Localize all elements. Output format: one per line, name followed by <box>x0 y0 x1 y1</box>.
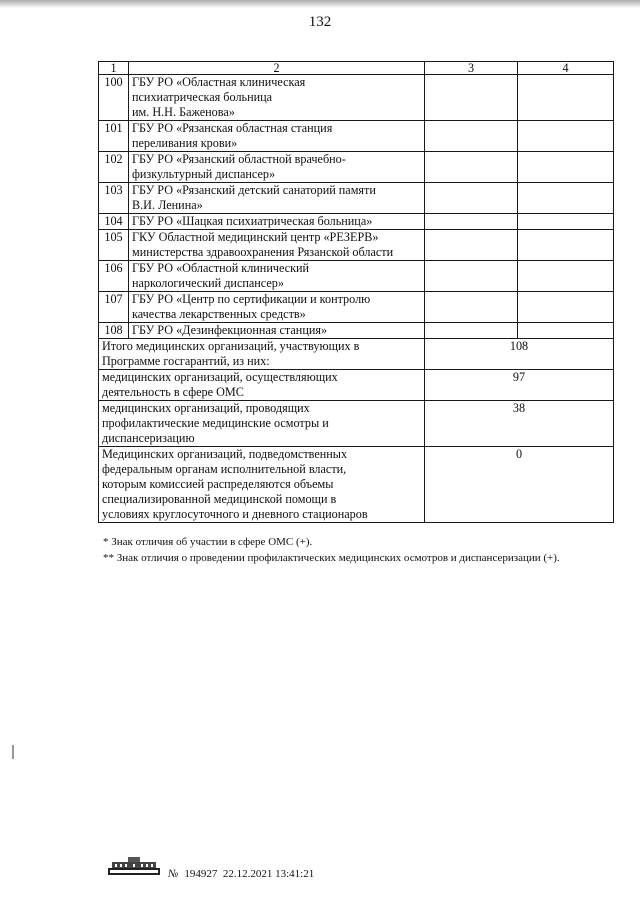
cell-line: профилактические медицинские осмотры и <box>102 416 329 430</box>
screening-mark-cell <box>518 292 614 323</box>
cell-line: ГБУ РО «Областной клинический <box>132 261 310 275</box>
oms-mark-cell <box>425 214 518 230</box>
table-row <box>99 121 614 152</box>
summary-label <box>99 401 425 447</box>
header-cell-3: 3 <box>425 62 518 75</box>
scan-edge <box>0 0 640 8</box>
summary-row <box>99 339 614 370</box>
summary-row <box>99 370 614 401</box>
organization-name <box>129 75 425 121</box>
table-header-row <box>99 62 614 75</box>
cell-line: медицинских организаций, проводящих <box>102 401 310 415</box>
organization-name <box>129 214 425 230</box>
cell-line: ГБУ РО «Рязанский детский санаторий памяти <box>132 183 376 197</box>
oms-mark-cell <box>425 152 518 183</box>
cell-line: физкультурный диспансер» <box>132 167 276 181</box>
cell-line: диспансеризацию <box>102 431 195 445</box>
footnotes <box>103 534 623 566</box>
row-number: 104 <box>99 214 129 230</box>
summary-value: 108 <box>425 339 614 370</box>
summary-value: 38 <box>425 401 614 447</box>
row-number: 106 <box>99 261 129 292</box>
summary-row <box>99 447 614 523</box>
scan-mark <box>12 745 14 759</box>
footnote-oms: * Знак отличия об участии в сфере ОМС (+). <box>103 536 313 548</box>
cell-line: специализированной медицинской помощи в <box>102 492 337 506</box>
building-stamp-icon <box>106 855 162 877</box>
organization-name <box>129 323 425 339</box>
oms-mark-cell <box>425 292 518 323</box>
cell-line: Программе госгарантий, из них: <box>102 354 270 368</box>
cell-line: ГБУ РО «Рязанская областная станция <box>132 121 333 135</box>
organization-name <box>129 230 425 261</box>
screening-mark-cell <box>518 323 614 339</box>
cell-line: психиатрическая больница <box>132 90 273 104</box>
organization-name <box>129 292 425 323</box>
document-stamp <box>168 868 314 880</box>
table-body <box>99 62 614 523</box>
table-row <box>99 292 614 323</box>
cell-line: им. Н.Н. Баженова» <box>132 105 235 119</box>
document-number: 194927 <box>184 868 218 880</box>
cell-line: Итого медицинских организаций, участвующих в <box>102 339 360 353</box>
screening-mark-cell <box>518 152 614 183</box>
number-sign: № <box>168 868 179 880</box>
cell-line: Медицинских организаций, подведомственных <box>102 447 348 461</box>
document-datetime: 22.12.2021 13:41:21 <box>222 868 315 880</box>
organization-name <box>129 121 425 152</box>
header-cell-1: 1 <box>99 62 129 75</box>
summary-value: 0 <box>425 447 614 523</box>
table-row <box>99 183 614 214</box>
row-number: 100 <box>99 75 129 121</box>
cell-line: федеральным органам исполнительной власти, <box>102 462 347 476</box>
screening-mark-cell <box>518 261 614 292</box>
table-row <box>99 323 614 339</box>
oms-mark-cell <box>425 121 518 152</box>
footnote-screening: ** Знак отличия о проведении профилактических медицинских осмотров и диспансеризации (+). <box>103 552 560 564</box>
row-number: 103 <box>99 183 129 214</box>
header-cell-4: 4 <box>518 62 614 75</box>
oms-mark-cell <box>425 323 518 339</box>
cell-line: деятельность в сфере ОМС <box>102 385 244 399</box>
cell-line: ГБУ РО «Рязанский областной врачебно- <box>132 152 346 166</box>
cell-line: ГБУ РО «Центр по сертификации и контролю <box>132 292 371 306</box>
organizations-table <box>98 61 614 523</box>
cell-line: которым комиссией распределяются объемы <box>102 477 334 491</box>
screening-mark-cell <box>518 214 614 230</box>
table-row <box>99 152 614 183</box>
table-row <box>99 261 614 292</box>
summary-label <box>99 370 425 401</box>
row-number: 105 <box>99 230 129 261</box>
screening-mark-cell <box>518 230 614 261</box>
screening-mark-cell <box>518 121 614 152</box>
table-row <box>99 230 614 261</box>
cell-line: министерства здравоохранения Рязанской области <box>132 245 394 259</box>
cell-line: ГБУ РО «Дезинфекционная станция» <box>132 323 328 337</box>
table-row <box>99 214 614 230</box>
organization-name <box>129 152 425 183</box>
summary-value: 97 <box>425 370 614 401</box>
row-number: 107 <box>99 292 129 323</box>
summary-row <box>99 401 614 447</box>
oms-mark-cell <box>425 75 518 121</box>
oms-mark-cell <box>425 183 518 214</box>
screening-mark-cell <box>518 183 614 214</box>
cell-line: качества лекарственных средств» <box>132 307 306 321</box>
cell-line: ГКУ Областной медицинский центр «РЕЗЕРВ» <box>132 230 379 244</box>
organization-name <box>129 261 425 292</box>
row-number: 102 <box>99 152 129 183</box>
page-number: 132 <box>308 14 332 30</box>
oms-mark-cell <box>425 230 518 261</box>
oms-mark-cell <box>425 261 518 292</box>
row-number: 101 <box>99 121 129 152</box>
organization-name <box>129 183 425 214</box>
cell-line: наркологический диспансер» <box>132 276 284 290</box>
cell-line: переливания крови» <box>132 136 238 150</box>
header-cell-2: 2 <box>129 62 425 75</box>
cell-line: условиях круглосуточного и дневного стационаров <box>102 507 368 521</box>
cell-line: медицинских организаций, осуществляющих <box>102 370 338 384</box>
cell-line: ГБУ РО «Шацкая психиатрическая больница» <box>132 214 373 228</box>
cell-line: В.И. Ленина» <box>132 198 203 212</box>
cell-line: ГБУ РО «Областная клиническая <box>132 75 306 89</box>
screening-mark-cell <box>518 75 614 121</box>
summary-label <box>99 447 425 523</box>
row-number: 108 <box>99 323 129 339</box>
summary-label <box>99 339 425 370</box>
table-row <box>99 75 614 121</box>
